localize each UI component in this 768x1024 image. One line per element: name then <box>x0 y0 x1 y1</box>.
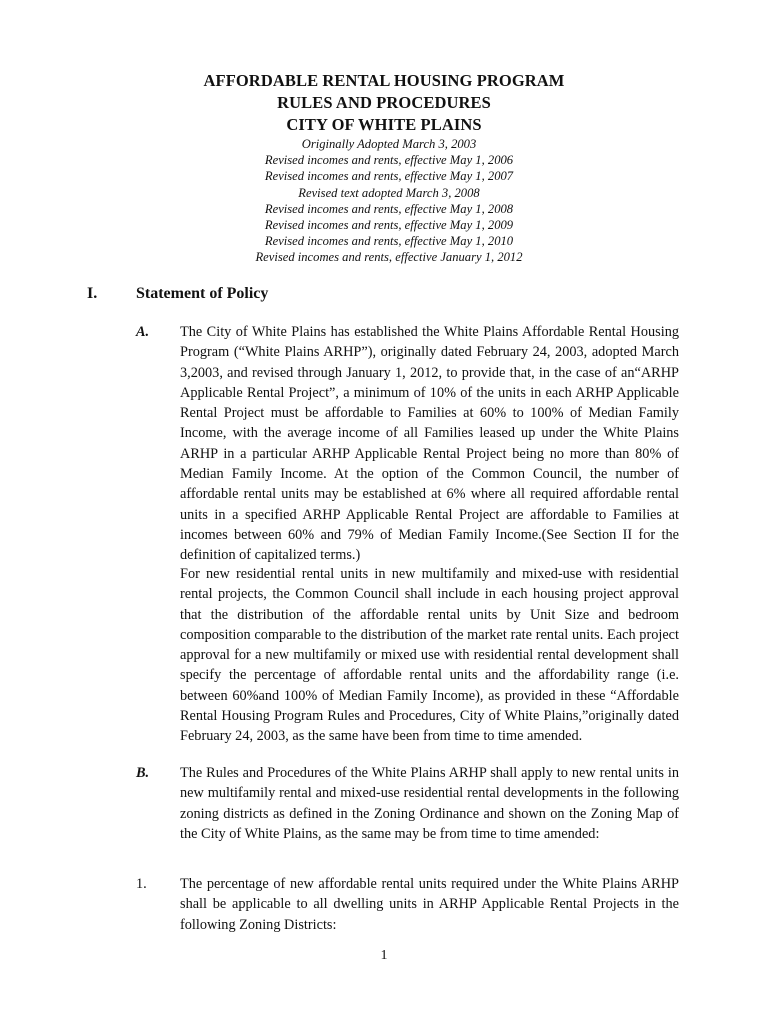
revision-line: Revised incomes and rents, effective May 1, 2007 <box>264 169 514 184</box>
policy-paragraph-a1: The City of White Plains has established the White Plains Affordable Rental Housing Program (“White Plains ARHP”), originally dated February 24, 2003, adopted March 3,2003, and revised through January 1, 2012, to provide that, in the case of an“ARHP Applicable Rental Project”, a minimum of 10% of the units in each ARHP Applicable Rental Project must be affordable to Families at 60% to 100% of Median Family Income, with the average income of all Families leased up under the White Plains ARHP in a particular ARHP Applicable Rental Project being no more than 80% of Median Family Income. At the option of the Common Council, the number of affordable rental units may be established at 6% where all required affordable rental units in a specified ARHP Applicable Rental Project are affordable to Families at incomes between 60% and 79% of Median Family Income.(See Section II for the definition of capitalized terms.) <box>180 324 679 564</box>
title-line-1: AFFORDABLE RENTAL HOUSING PROGRAM <box>203 71 565 90</box>
title-line-3: CITY OF WHITE PLAINS <box>286 115 482 134</box>
policy-paragraph-b: The Rules and Procedures of the White Plains ARHP shall apply to new rental units in new multifamily rental and mixed-use residential rental developments in the following zoning districts as defined in the Zoning Ordinance and shown on the Zoning Map of the City of White Plains, as the same may be from time to time amended: <box>180 765 679 842</box>
revision-line: Revised incomes and rents, effective May 1, 2006 <box>264 153 514 168</box>
policy-paragraph-1: The percentage of new affordable rental units required under the White Plains ARHP shall be applicable to all dwelling units in ARHP Applicable Rental Projects in the following Zoning Districts: <box>180 876 679 933</box>
item-marker-a: A. <box>136 324 150 340</box>
item-marker-1: 1. <box>136 876 147 892</box>
revision-line: Revised text adopted March 3, 2008 <box>298 185 480 200</box>
page-number: 1 <box>380 948 388 963</box>
revision-line: Revised incomes and rents, effective January 1, 2012 <box>255 250 523 265</box>
document-title <box>0 70 768 136</box>
section-heading: Statement of Policy <box>136 285 269 302</box>
title-line-2: RULES AND PROCEDURES <box>277 93 491 112</box>
section-number: I. <box>87 285 98 302</box>
revision-line: Originally Adopted March 3, 2003 <box>301 137 477 151</box>
revision-history <box>0 136 768 266</box>
revision-line: Revised incomes and rents, effective May 1, 2010 <box>264 234 514 249</box>
item-marker-b: B. <box>136 765 150 781</box>
revision-line: Revised incomes and rents, effective May 1, 2009 <box>264 218 514 233</box>
revision-line: Revised incomes and rents, effective May 1, 2008 <box>264 201 514 216</box>
policy-paragraph-a2: For new residential rental units in new multifamily and mixed-use with residential rental projects, the Common Council shall include in each housing project approval that the distribution of the affordable rental units by Unit Size and bedroom composition comparable to the distribution of the market rate rental units. Each project approval for a new multifamily or mixed use with residential rental development shall specify the percentage of affordable rental units and the affordability range (i.e. between 60%and 100% of Median Family Income), as provided in these “Affordable Rental Housing Program Rules and Procedures, City of White Plains,”originally dated February 24, 2003, as the same have been from time to time amended. <box>180 566 679 745</box>
